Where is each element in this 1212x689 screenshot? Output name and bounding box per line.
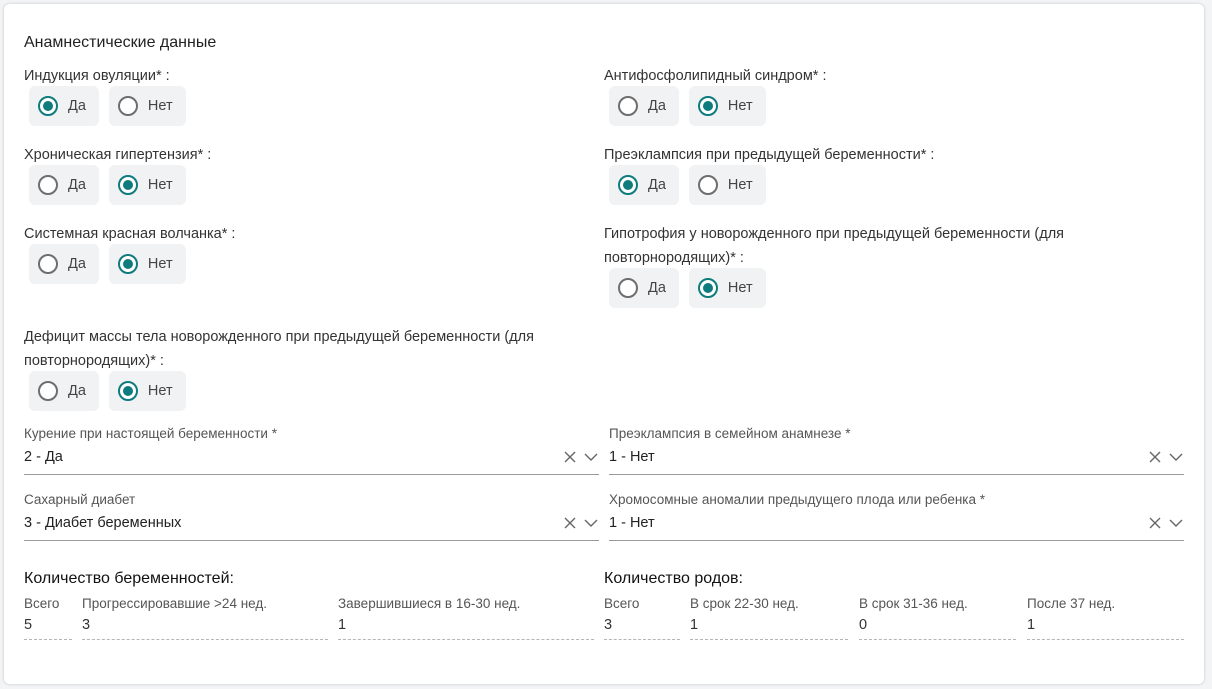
- select-underline: [609, 474, 1184, 475]
- radio-unchecked-icon: [618, 96, 638, 116]
- radio-unchecked-icon: [698, 175, 718, 195]
- births-after-37-field[interactable]: [1027, 596, 1184, 640]
- field-value: 5: [24, 611, 72, 640]
- field-label: Всего: [604, 596, 640, 611]
- chromosomal-anomalies-select-value: 1 - Нет: [609, 515, 655, 531]
- chronic-hypertension-no[interactable]: [109, 165, 186, 205]
- field-value: 0: [859, 611, 1016, 640]
- option-label: Нет: [147, 256, 173, 272]
- chronic-hypertension-label: Хроническая гипертензия* :: [24, 147, 212, 163]
- field-label: Завершившиеся в 16-30 нед.: [338, 596, 521, 611]
- antiphospholipid-no[interactable]: [689, 86, 766, 126]
- label-line: повторнородящих)* :: [604, 250, 744, 266]
- newborn-hypotrophy-label: [604, 222, 1064, 270]
- pregnancies-total-field[interactable]: [24, 596, 72, 640]
- newborn-weight-deficit-no[interactable]: [109, 371, 186, 411]
- field-value: 1: [1027, 611, 1184, 640]
- chevron-down-icon[interactable]: [583, 516, 599, 530]
- label-line: Гипотрофия у новорожденного при предыдущей беременности (для: [604, 226, 1065, 242]
- previous-preeclampsia-radio-group: [609, 165, 766, 205]
- field-label: В срок 31-36 нед.: [859, 596, 968, 611]
- clear-icon[interactable]: [563, 516, 577, 530]
- newborn-weight-deficit-label: [24, 325, 534, 373]
- select-underline: [609, 540, 1184, 541]
- chevron-down-icon[interactable]: [583, 450, 599, 464]
- ovulation-induction-radio-group: [29, 86, 186, 126]
- select-underline: [24, 540, 599, 541]
- chronic-hypertension-yes[interactable]: [29, 165, 99, 205]
- family-preeclampsia-select-value: 1 - Нет: [609, 449, 655, 465]
- select-underline: [24, 474, 599, 475]
- option-label: Да: [68, 98, 86, 114]
- radio-unchecked-icon: [38, 254, 58, 274]
- chromosomal-anomalies-select[interactable]: [609, 492, 1184, 541]
- field-value: 3: [604, 611, 680, 640]
- option-label: Да: [648, 280, 666, 296]
- option-label: Да: [648, 98, 666, 114]
- radio-unchecked-icon: [38, 175, 58, 195]
- ovulation-induction-yes[interactable]: [29, 86, 99, 126]
- previous-preeclampsia-yes[interactable]: [609, 165, 679, 205]
- field-label: Всего: [24, 596, 60, 611]
- family-preeclampsia-select[interactable]: [609, 426, 1184, 475]
- radio-checked-icon: [698, 96, 718, 116]
- field-label: После 37 нед.: [1027, 596, 1116, 611]
- births-count-title: Количество родов:: [604, 570, 743, 587]
- clear-icon[interactable]: [1148, 450, 1162, 464]
- field-label: В срок 22-30 нед.: [690, 596, 799, 611]
- radio-checked-icon: [118, 254, 138, 274]
- smoking-select-value: 2 - Да: [24, 449, 63, 465]
- section-title: Анамнестические данные: [24, 34, 217, 51]
- option-label: Да: [68, 383, 86, 399]
- lupus-radio-group: [29, 244, 186, 284]
- radio-checked-icon: [118, 381, 138, 401]
- option-label: Да: [68, 177, 86, 193]
- newborn-hypotrophy-radio-group: [609, 268, 766, 308]
- field-label: Прогрессировавшие >24 нед.: [82, 596, 267, 611]
- lupus-label: Системная красная волчанка* :: [24, 226, 236, 242]
- option-label: Нет: [147, 177, 173, 193]
- newborn-weight-deficit-radio-group: [29, 371, 186, 411]
- option-label: Нет: [147, 383, 173, 399]
- antiphospholipid-label: Антифосфолипидный синдром* :: [604, 68, 827, 84]
- pregnancies-progressed-field[interactable]: [82, 596, 328, 640]
- chronic-hypertension-radio-group: [29, 165, 186, 205]
- option-label: Нет: [727, 177, 753, 193]
- option-label: Нет: [727, 98, 753, 114]
- chromosomal-anomalies-select-label: Хромосомные аномалии предыдущего плода или ребенка *: [609, 492, 985, 507]
- births-22-30-field[interactable]: [690, 596, 848, 640]
- label-line: повторнородящих)* :: [24, 353, 164, 369]
- option-label: Нет: [147, 98, 173, 114]
- field-value: 1: [338, 611, 594, 640]
- antiphospholipid-yes[interactable]: [609, 86, 679, 126]
- newborn-hypotrophy-yes[interactable]: [609, 268, 679, 308]
- lupus-no[interactable]: [109, 244, 186, 284]
- radio-unchecked-icon: [118, 96, 138, 116]
- previous-preeclampsia-label: Преэклампсия при предыдущей беременности* :: [604, 147, 935, 163]
- family-preeclampsia-select-label: Преэклампсия в семейном анамнезе *: [609, 426, 851, 441]
- antiphospholipid-radio-group: [609, 86, 766, 126]
- radio-checked-icon: [118, 175, 138, 195]
- diabetes-select-label: Сахарный диабет: [24, 492, 136, 507]
- field-value: 1: [690, 611, 848, 640]
- label-line: Дефицит массы тела новорожденного при предыдущей беременности (для: [24, 329, 534, 345]
- radio-checked-icon: [38, 96, 58, 116]
- pregnancies-ended-16-30-field[interactable]: [338, 596, 594, 640]
- clear-icon[interactable]: [563, 450, 577, 464]
- option-label: Нет: [727, 280, 753, 296]
- chevron-down-icon[interactable]: [1168, 450, 1184, 464]
- smoking-select-label: Курение при настоящей беременности *: [24, 426, 277, 441]
- newborn-hypotrophy-no[interactable]: [689, 268, 766, 308]
- diabetes-select-value: 3 - Диабет беременных: [24, 515, 182, 531]
- chevron-down-icon[interactable]: [1168, 516, 1184, 530]
- previous-preeclampsia-no[interactable]: [689, 165, 766, 205]
- radio-unchecked-icon: [38, 381, 58, 401]
- ovulation-induction-no[interactable]: [109, 86, 186, 126]
- newborn-weight-deficit-yes[interactable]: [29, 371, 99, 411]
- smoking-select[interactable]: [24, 426, 599, 475]
- anamnesis-card: [4, 4, 1204, 684]
- option-label: Да: [648, 177, 666, 193]
- births-31-36-field[interactable]: [859, 596, 1016, 640]
- radio-unchecked-icon: [618, 278, 638, 298]
- diabetes-select[interactable]: [24, 492, 599, 541]
- clear-icon[interactable]: [1148, 516, 1162, 530]
- radio-checked-icon: [618, 175, 638, 195]
- lupus-yes[interactable]: [29, 244, 99, 284]
- births-total-field[interactable]: [604, 596, 680, 640]
- option-label: Да: [68, 256, 86, 272]
- radio-checked-icon: [698, 278, 718, 298]
- field-value: 3: [82, 611, 328, 640]
- ovulation-induction-label: Индукция овуляции* :: [24, 68, 170, 84]
- pregnancies-count-title: Количество беременностей:: [24, 570, 234, 587]
